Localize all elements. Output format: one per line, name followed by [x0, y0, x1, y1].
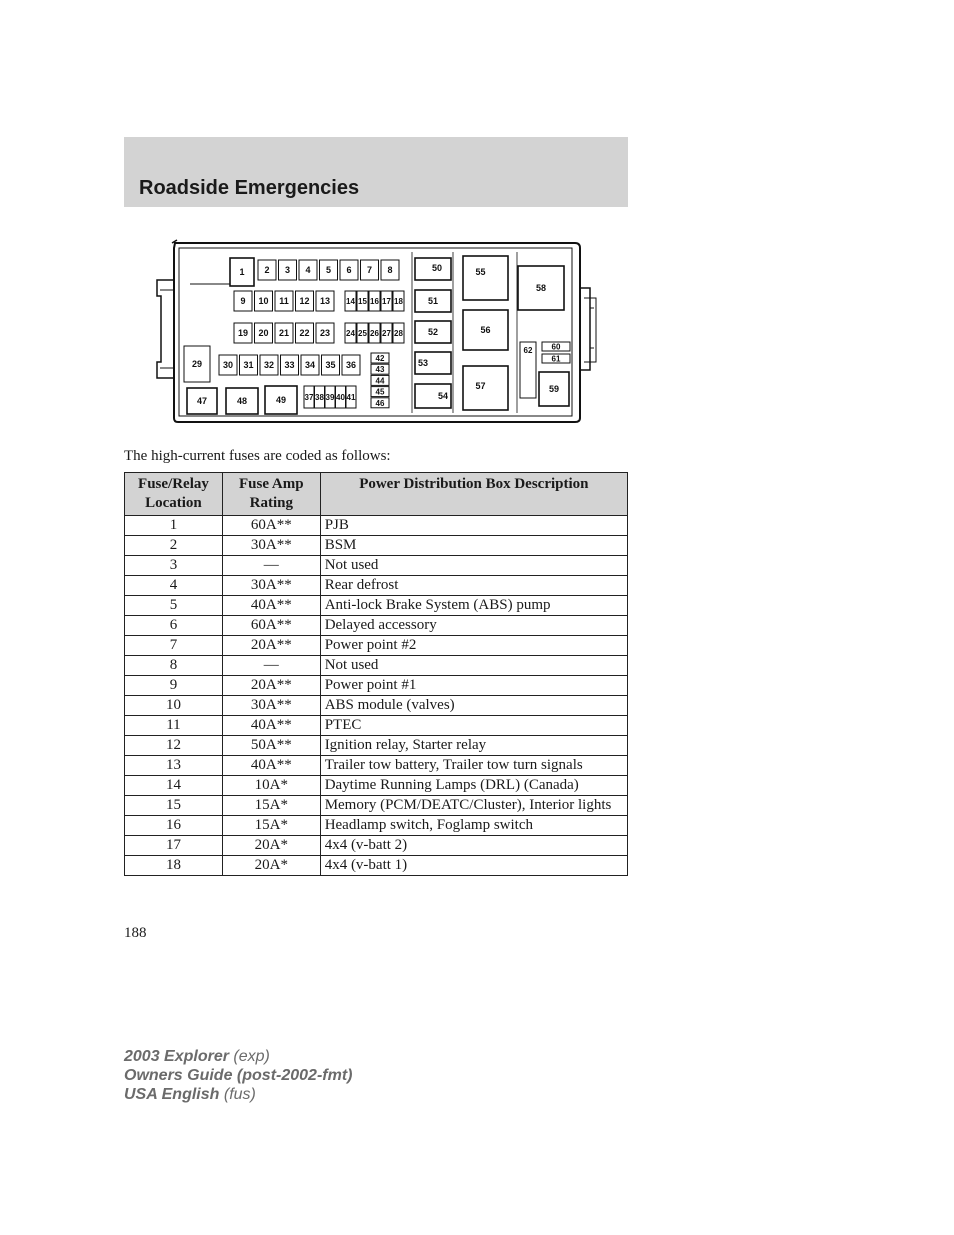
footer-model: 2003 Explorer	[124, 1048, 229, 1065]
cell-amp-rating: 20A*	[222, 836, 320, 856]
fuse-cell	[296, 323, 314, 343]
table-header-row	[125, 473, 628, 516]
fuse-number: 37	[304, 393, 314, 402]
fuse-number: 47	[196, 396, 208, 406]
cell-description: Not used	[320, 656, 627, 676]
table-row	[125, 636, 628, 656]
fuse-number: 19	[237, 328, 249, 338]
fuse-cell	[415, 352, 451, 374]
fuse-cell	[325, 386, 335, 408]
cell-amp-rating: 30A**	[222, 536, 320, 556]
fuse-cell	[320, 260, 338, 280]
cell-amp-rating: 40A**	[222, 756, 320, 776]
fuse-number: 24	[346, 329, 355, 338]
fuse-cell	[518, 266, 564, 310]
fuse-cell	[415, 384, 451, 408]
fuse-cell	[184, 346, 210, 382]
fuse-cell	[279, 260, 297, 280]
fuse-cell	[296, 291, 314, 311]
cell-description: Trailer tow battery, Trailer tow turn signals	[320, 756, 627, 776]
fuse-number: 42	[375, 354, 385, 363]
fuse-cell	[340, 260, 358, 280]
fuse-number: 27	[382, 329, 391, 338]
cell-amp-rating: 30A**	[222, 576, 320, 596]
fuse-number: 38	[315, 393, 324, 402]
col-header-description: Power Distribution Box Description	[320, 473, 627, 516]
fuse-number: 62	[523, 346, 533, 355]
fuse-number: 23	[319, 328, 331, 338]
fuse-number: 17	[382, 297, 391, 306]
cell-location: 4	[125, 576, 223, 596]
fuse-number: 20	[258, 328, 269, 338]
fuse-number: 43	[375, 365, 385, 375]
table-row	[125, 616, 628, 636]
section-header-band	[124, 137, 628, 207]
fuse-cell	[542, 354, 570, 364]
cell-location: 13	[125, 756, 223, 776]
cell-description: BSM	[320, 536, 627, 556]
fuse-number: 10	[258, 296, 269, 306]
fuse-number: 5	[325, 265, 332, 275]
fuse-cell	[463, 366, 508, 410]
cell-description: Delayed accessory	[320, 616, 627, 636]
fuse-cell	[345, 291, 356, 311]
cell-description: Power point #2	[320, 636, 627, 656]
fuse-number: 39	[325, 393, 335, 402]
fuse-cell	[275, 323, 293, 343]
fuse-number: 54	[437, 391, 449, 401]
fuse-cell	[371, 398, 389, 408]
fuse-cell	[415, 321, 451, 343]
col-header-amp-rating: Fuse Amp Rating	[222, 473, 320, 516]
fuse-number: 31	[243, 360, 254, 370]
fuse-cell	[234, 323, 252, 343]
document-footer	[124, 1047, 352, 1104]
table-row	[125, 716, 628, 736]
cell-description: Rear defrost	[320, 576, 627, 596]
table-row	[125, 796, 628, 816]
cell-description: Power point #1	[320, 676, 627, 696]
cell-description: Memory (PCM/DEATC/Cluster), Interior lights	[320, 796, 627, 816]
fuse-number: 44	[375, 376, 385, 386]
fuse-table	[124, 472, 628, 876]
fuse-number: 60	[551, 342, 561, 352]
fuse-number: 25	[358, 329, 367, 338]
footer-model-code: (exp)	[233, 1048, 270, 1065]
fuse-cell	[381, 260, 399, 280]
cell-amp-rating: 30A**	[222, 696, 320, 716]
table-row	[125, 656, 628, 676]
fuse-number: 61	[551, 354, 561, 364]
fuse-number: 16	[370, 297, 379, 306]
fuse-number: 32	[263, 360, 275, 370]
cell-location: 18	[125, 856, 223, 876]
cell-amp-rating: 40A**	[222, 596, 320, 616]
cell-description: ABS module (valves)	[320, 696, 627, 716]
table-row	[125, 696, 628, 716]
fuse-cell	[336, 386, 346, 408]
cell-amp-rating: 60A**	[222, 516, 320, 536]
fuse-number: 34	[304, 360, 316, 370]
fuse-number: 1	[239, 267, 245, 277]
fuse-cell	[393, 323, 404, 343]
table-row	[125, 556, 628, 576]
fuse-cell	[371, 353, 389, 363]
fuse-cell	[255, 291, 273, 311]
fuse-cell	[304, 386, 314, 408]
footer-language-code: (fus)	[223, 1086, 256, 1103]
fuse-cell	[357, 323, 368, 343]
intro-text: The high-current fuses are coded as follows:	[124, 448, 391, 464]
fuse-cell	[357, 291, 368, 311]
fuse-cell	[316, 323, 334, 343]
fuse-number: 35	[325, 360, 336, 370]
fuse-number: 29	[191, 359, 203, 369]
table-row	[125, 576, 628, 596]
fuse-cell	[371, 387, 389, 397]
table-row	[125, 816, 628, 836]
fuse-cell	[281, 355, 299, 375]
fuse-cell	[415, 290, 451, 312]
table-row	[125, 736, 628, 756]
fuse-cell	[463, 310, 508, 350]
fuse-number: 28	[394, 329, 403, 338]
section-title: Roadside Emergencies	[139, 177, 360, 199]
fuse-cell	[260, 355, 278, 375]
fuse-cell	[299, 260, 317, 280]
fuse-cell	[361, 260, 379, 280]
fuse-cell	[520, 342, 536, 398]
cell-description: PTEC	[320, 716, 627, 736]
fuse-number: 9	[240, 296, 246, 306]
fuse-number: 8	[387, 265, 393, 275]
fuse-number: 57	[475, 381, 486, 391]
fuse-number: 53	[417, 358, 429, 368]
cell-location: 2	[125, 536, 223, 556]
cell-amp-rating: 60A**	[222, 616, 320, 636]
cell-description: Daytime Running Lamps (DRL) (Canada)	[320, 776, 627, 796]
fuse-cell	[258, 260, 276, 280]
fuse-cell	[346, 386, 356, 408]
fuse-cell	[381, 323, 392, 343]
fuse-number: 55	[475, 267, 486, 277]
cell-amp-rating: 20A*	[222, 856, 320, 876]
fuse-number: 13	[319, 296, 331, 306]
fuse-cell	[265, 386, 297, 414]
fuse-number: 15	[358, 297, 367, 306]
cell-amp-rating: 15A*	[222, 816, 320, 836]
fuse-cell	[371, 364, 389, 374]
fuse-number: 18	[394, 297, 403, 306]
fuse-number: 14	[346, 297, 355, 306]
fuse-cell	[230, 258, 254, 286]
fuse-cell	[415, 258, 451, 280]
fuse-number: 40	[336, 393, 345, 402]
cell-location: 11	[125, 716, 223, 736]
fuse-cell	[316, 291, 334, 311]
cell-location: 3	[125, 556, 223, 576]
fuse-cell	[240, 355, 258, 375]
fuse-cell	[187, 388, 217, 414]
fuse-box-diagram	[150, 238, 600, 428]
fuse-cell	[234, 291, 252, 311]
fuse-cell	[322, 355, 340, 375]
fuse-number: 12	[299, 296, 310, 306]
cell-amp-rating: —	[222, 656, 320, 676]
fuse-number: 30	[222, 360, 234, 370]
fuse-cell	[301, 355, 319, 375]
cell-location: 6	[125, 616, 223, 636]
fuse-number: 41	[346, 393, 356, 402]
cell-location: 1	[125, 516, 223, 536]
footer-guide: Owners Guide (post-2002-fmt)	[124, 1067, 353, 1084]
cell-amp-rating: 15A*	[222, 796, 320, 816]
fuse-number: 50	[431, 263, 443, 273]
fuse-cell	[255, 323, 273, 343]
cell-amp-rating: 20A**	[222, 676, 320, 696]
table-row	[125, 676, 628, 696]
table-row	[125, 856, 628, 876]
fuse-number: 6	[346, 265, 352, 275]
fuse-number: 36	[345, 360, 357, 370]
cell-location: 9	[125, 676, 223, 696]
fuse-number: 11	[279, 296, 289, 306]
fuse-number: 48	[236, 396, 248, 406]
fuse-number: 58	[535, 283, 547, 293]
fuse-cell	[226, 388, 258, 414]
fuse-number: 7	[366, 265, 373, 275]
cell-location: 14	[125, 776, 223, 796]
fuse-cell	[369, 323, 380, 343]
cell-amp-rating: 20A**	[222, 636, 320, 656]
fuse-number: 33	[284, 360, 295, 370]
cell-location: 10	[125, 696, 223, 716]
fuse-number: 46	[375, 398, 385, 408]
fuse-number: 52	[427, 327, 439, 337]
table-row	[125, 596, 628, 616]
cell-description: Ignition relay, Starter relay	[320, 736, 627, 756]
cell-description: 4x4 (v-batt 1)	[320, 856, 627, 876]
cell-location: 15	[125, 796, 223, 816]
table-row	[125, 836, 628, 856]
cell-location: 17	[125, 836, 223, 856]
table-row	[125, 756, 628, 776]
fuse-number: 21	[278, 328, 290, 338]
cell-amp-rating: 40A**	[222, 716, 320, 736]
cell-description: Not used	[320, 556, 627, 576]
fuse-cell	[393, 291, 404, 311]
fuse-number: 22	[299, 328, 310, 338]
fuse-number: 26	[370, 329, 379, 338]
fuse-cell	[371, 375, 389, 385]
table-row	[125, 516, 628, 536]
fuse-number: 4	[305, 265, 311, 275]
cell-description: Anti-lock Brake System (ABS) pump	[320, 596, 627, 616]
fuse-number: 51	[427, 296, 439, 306]
fuse-number: 45	[375, 387, 385, 397]
cell-location: 5	[125, 596, 223, 616]
fuse-cell	[219, 355, 237, 375]
cell-location: 16	[125, 816, 223, 836]
fuse-cell	[342, 355, 360, 375]
col-header-location: Fuse/Relay Location	[125, 473, 223, 516]
cell-amp-rating: —	[222, 556, 320, 576]
cell-amp-rating: 50A**	[222, 736, 320, 756]
fuse-number: 56	[480, 325, 491, 335]
fuse-number: 3	[284, 265, 291, 275]
fuse-number: 59	[548, 384, 560, 394]
table-row	[125, 536, 628, 556]
cell-location: 7	[125, 636, 223, 656]
cell-location: 12	[125, 736, 223, 756]
fuse-cell	[542, 342, 570, 352]
fuse-cell	[315, 386, 325, 408]
fuse-number: 49	[275, 395, 287, 405]
fuse-cell	[463, 256, 508, 300]
footer-language: USA English	[124, 1086, 220, 1103]
page-number: 188	[124, 925, 147, 941]
cell-description: Headlamp switch, Foglamp switch	[320, 816, 627, 836]
table-row	[125, 776, 628, 796]
fuse-cell	[539, 372, 569, 406]
fuse-number: 2	[264, 265, 270, 275]
fuse-cell	[345, 323, 356, 343]
cell-description: 4x4 (v-batt 2)	[320, 836, 627, 856]
cell-location: 8	[125, 656, 223, 676]
fuse-cell	[275, 291, 293, 311]
fuse-cell	[369, 291, 380, 311]
cell-amp-rating: 10A*	[222, 776, 320, 796]
cell-description: PJB	[320, 516, 627, 536]
fuse-cell	[381, 291, 392, 311]
